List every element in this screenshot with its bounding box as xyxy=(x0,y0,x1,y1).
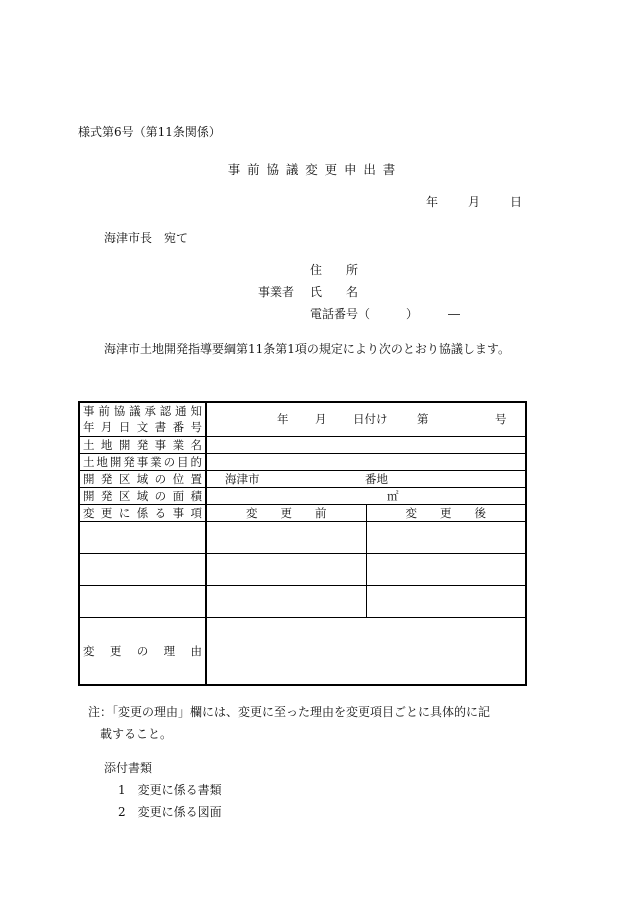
change-after-3[interactable] xyxy=(366,585,526,617)
change-before-1[interactable] xyxy=(206,521,366,553)
form-number: 様式第6号（第11条関係） xyxy=(78,125,221,139)
note-line1: 注：「変更の理由」欄には、変更に至った理由を変更項目ごとに具体的に記 xyxy=(88,705,491,719)
approval-year: 年 xyxy=(277,412,289,427)
date-year: 年 xyxy=(426,195,439,209)
attachments-heading: 添付書類 xyxy=(104,761,153,775)
approval-label-line1: 事前協議承認通知 xyxy=(83,404,202,419)
approval-go: 号 xyxy=(495,412,507,427)
attachment-item-1: 1 変更に係る書類 xyxy=(118,783,222,797)
change-before-3[interactable] xyxy=(206,585,366,617)
change-items-label: 変更に係る事項 xyxy=(79,504,206,521)
attachments xyxy=(104,757,222,823)
project-name-field[interactable] xyxy=(206,436,526,453)
date-line xyxy=(426,193,522,210)
addressee: 海津市長 宛て xyxy=(104,231,189,245)
phone-label: 電話番号（ ） ― xyxy=(310,307,461,321)
change-after-2[interactable] xyxy=(366,553,526,585)
approval-label-line2: 年月日文書番号 xyxy=(83,420,202,435)
location-label: 開発区域の位置 xyxy=(79,470,206,487)
name-label: 氏 名 xyxy=(310,285,359,299)
note-line2: 載すること。 xyxy=(100,727,173,741)
statement: 海津市土地開発指導要綱第11条第1項の規定により次のとおり協議します。 xyxy=(104,342,510,356)
attachment-item-2: 2 変更に係る図面 xyxy=(118,805,222,819)
address-label: 住 所 xyxy=(310,263,359,277)
change-after-1[interactable] xyxy=(366,521,526,553)
approval-day: 日付け xyxy=(353,412,388,427)
change-before-2[interactable] xyxy=(206,553,366,585)
date-day: 日 xyxy=(510,195,523,209)
reason-label: 変 更 の 理 由 xyxy=(79,617,206,685)
before-header: 変 更 前 xyxy=(206,504,366,521)
change-item-2[interactable] xyxy=(79,553,206,585)
area-label: 開発区域の面積 xyxy=(79,487,206,504)
approval-label xyxy=(79,402,206,436)
form-table xyxy=(78,401,527,686)
change-item-1[interactable] xyxy=(79,521,206,553)
approval-dai: 第 xyxy=(417,412,429,427)
purpose-label: 土地開発事業の目的 xyxy=(79,453,206,470)
location-field[interactable] xyxy=(206,470,526,487)
location-city: 海津市 xyxy=(225,471,260,486)
applicant-block xyxy=(258,261,478,321)
location-banchi: 番地 xyxy=(365,471,388,486)
reason-field[interactable] xyxy=(206,617,526,685)
approval-month: 月 xyxy=(315,412,327,427)
area-field[interactable] xyxy=(206,487,526,504)
approval-value[interactable] xyxy=(206,402,526,436)
document-title: 事前協議変更申出書 xyxy=(227,162,403,177)
purpose-field[interactable] xyxy=(206,453,526,470)
area-unit: ㎡ xyxy=(387,488,399,503)
applicant-group-label: 事業者 xyxy=(258,285,295,299)
change-item-3[interactable] xyxy=(79,585,206,617)
after-header: 変 更 後 xyxy=(366,504,526,521)
note xyxy=(88,701,538,745)
date-month: 月 xyxy=(468,195,481,209)
project-name-label: 土地開発事業名 xyxy=(79,436,206,453)
